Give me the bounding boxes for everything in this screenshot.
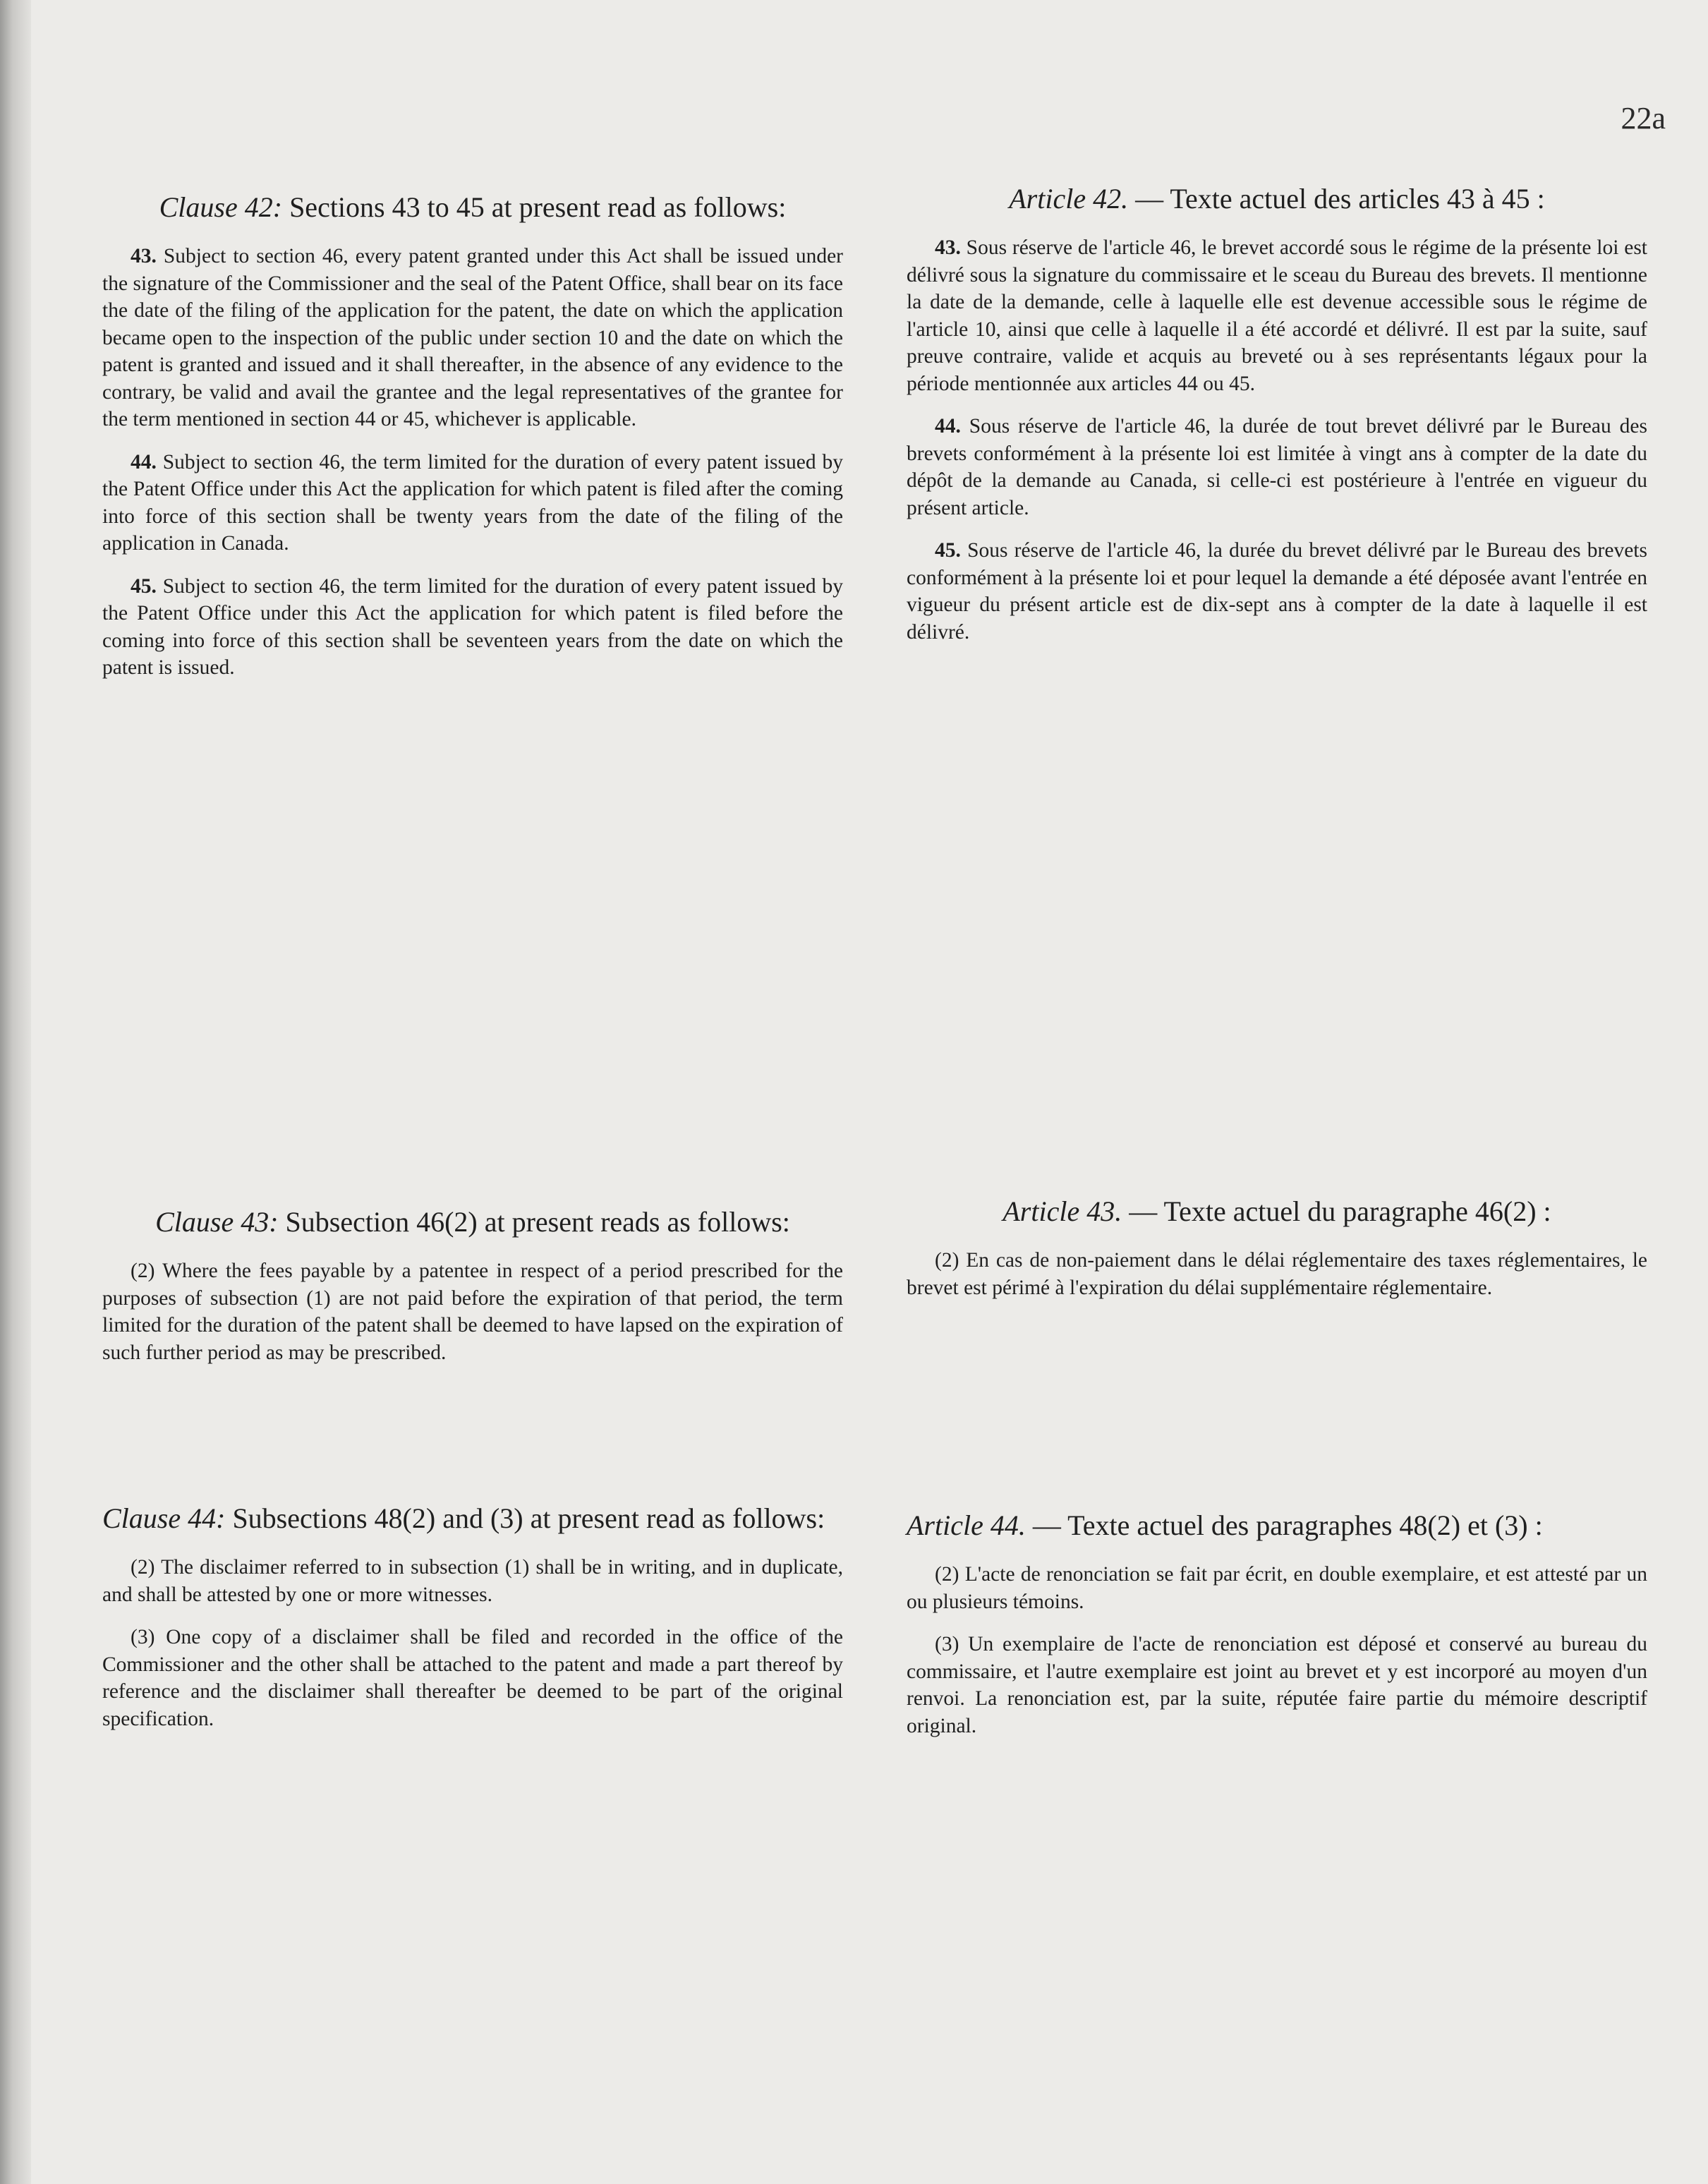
- para-text: Sous réserve de l'article 46, la durée du brevet délivré par le Bureau des brevets conformément à la présente loi et pour lequel la demande a été déposée avant l'entrée en vigueur du présent article est de dix-sept ans à compter de la date à laquelle il est délivré.: [907, 539, 1647, 644]
- clause-43-para-2: [102, 1257, 843, 1366]
- article-44-section: [907, 1509, 1647, 1755]
- clause-44-label: Clause 44:: [102, 1502, 226, 1534]
- clause-43-label: Clause 43:: [155, 1206, 279, 1238]
- article-42-para-45: [907, 537, 1647, 646]
- article-44-label: Article 44.: [907, 1509, 1026, 1541]
- clause-43-section: [102, 1205, 843, 1382]
- para-text: (2) The disclaimer referred to in subsection (1) shall be in writing, and in duplicate, and shall be attested by one or more witnesses.: [102, 1556, 843, 1606]
- section-number: 43.: [131, 245, 157, 267]
- article-43-para-2: [907, 1247, 1647, 1301]
- clause-44-section: [102, 1502, 843, 1748]
- article-43-label: Article 43.: [1003, 1195, 1122, 1227]
- article-42-para-43: [907, 234, 1647, 397]
- clause-44-heading: [102, 1502, 843, 1536]
- clause-43-heading: [102, 1205, 843, 1239]
- para-text: Sous réserve de l'article 46, le brevet accordé sous le régime de la présente loi est délivré sous la signature du commissaire et le sceau du Bureau des brevets. Il mentionne la date de la demande, celle à laquelle elle est devenue accessible sous le régime de l'article 10, ainsi que celle à laquelle il a été accordé et délivré. Il est par la suite, sauf preuve contraire, valide et acquis au breveté ou à ses représentants légaux pour la période mentionnée aux articles 44 ou 45.: [907, 236, 1647, 395]
- article-43-section: [907, 1195, 1647, 1317]
- clause-44-title: Subsections 48(2) and (3) at present read as follows:: [225, 1502, 825, 1534]
- article-44-para-3: [907, 1631, 1647, 1739]
- article-44-para-2: [907, 1561, 1647, 1615]
- para-text: (3) One copy of a disclaimer shall be filed and recorded in the office of the Commissioner and the other shall be attached to the patent and made a part thereof by reference and the disclaimer shall thereafter be deemed to be part of the original specification.: [102, 1626, 843, 1730]
- article-44-heading: [907, 1509, 1647, 1543]
- article-42-para-44: [907, 413, 1647, 521]
- section-number: 44.: [131, 450, 157, 473]
- clause-42-para-44: [102, 449, 843, 557]
- para-text: Subject to section 46, the term limited for the duration of every patent issued by the Patent Office under this Act the application for which patent is filed after the coming into force of this section shall be twenty years from the date of the filing of the application in Canada.: [102, 450, 843, 555]
- section-number: 45.: [131, 574, 157, 598]
- article-43-heading: [907, 1195, 1647, 1229]
- para-text: Subject to section 46, the term limited for the duration of every patent issued by the Patent Office under this Act the application for which patent is filed before the coming into force of this section shall be seventeen years from the date on which the patent is issued.: [102, 574, 843, 679]
- clause-44-para-2: [102, 1554, 843, 1608]
- para-text: (2) Where the fees payable by a patentee in respect of a period prescribed for the purposes of subsection (1) are not paid before the expiration of that period, the term limited for the duration of the patent shall be deemed to have lapsed on the expiration of such further period as may be prescribed.: [102, 1260, 843, 1364]
- clause-42-para-45: [102, 573, 843, 682]
- article-42-section: [907, 182, 1647, 661]
- para-text: (3) Un exemplaire de l'acte de renonciation est déposé et conservé au bureau du commissaire, et l'autre exemplaire est joint au brevet et y est incorporé au moyen d'un renvoi. La renonciation est, par la suite, réputée faire partie du mémoire descriptif original.: [907, 1633, 1647, 1737]
- section-number: 44.: [935, 415, 961, 438]
- binding-gutter: [0, 0, 31, 2184]
- article-44-title: — Texte actuel des paragraphes 48(2) et (3) :: [1025, 1509, 1543, 1541]
- section-number: 43.: [935, 236, 961, 259]
- page-number: 22a: [1621, 101, 1666, 135]
- clause-43-title: Subsection 46(2) at present reads as follows:: [278, 1206, 790, 1238]
- para-text: (2) En cas de non-paiement dans le délai réglementaire des taxes réglementaires, le brevet est périmé à l'expiration du délai supplémentaire réglementaire.: [907, 1249, 1647, 1299]
- clause-42-heading: [102, 191, 843, 224]
- clause-42-section: [102, 191, 843, 697]
- clause-42-title: Sections 43 to 45 at present read as follows:: [282, 191, 787, 223]
- section-number: 45.: [935, 539, 961, 562]
- article-42-title: — Texte actuel des articles 43 à 45 :: [1128, 183, 1545, 215]
- article-42-label: Article 42.: [1009, 183, 1129, 215]
- article-43-title: — Texte actuel du paragraphe 46(2) :: [1122, 1195, 1551, 1227]
- para-text: Sous réserve de l'article 46, la durée de tout brevet délivré par le Bureau des brevets conformément à la présente loi est limitée à vingt ans à compter de la date du dépôt de la demande au Canada, si celle-ci est postérieure à l'entrée en vigueur du présent article.: [907, 415, 1647, 519]
- clause-42-label: Clause 42:: [159, 191, 283, 223]
- article-42-heading: [907, 182, 1647, 216]
- clause-44-para-3: [102, 1624, 843, 1732]
- clause-42-para-43: [102, 243, 843, 433]
- para-text: (2) L'acte de renonciation se fait par écrit, en double exemplaire, et est attesté par un ou plusieurs témoins.: [907, 1563, 1647, 1613]
- para-text: Subject to section 46, every patent granted under this Act shall be issued under the signature of the Commissioner and the seal of the Patent Office, shall bear on its face the date of the filing of the application for the patent, the date on which the application became open to the inspection of the public under section 10 and the date on which the patent is granted and issued and it shall thereafter, in the absence of any evidence to the contrary, be valid and avail the grantee and the legal representatives of the grantee for the term mentioned in section 44 or 45, whichever is applicable.: [102, 245, 843, 430]
